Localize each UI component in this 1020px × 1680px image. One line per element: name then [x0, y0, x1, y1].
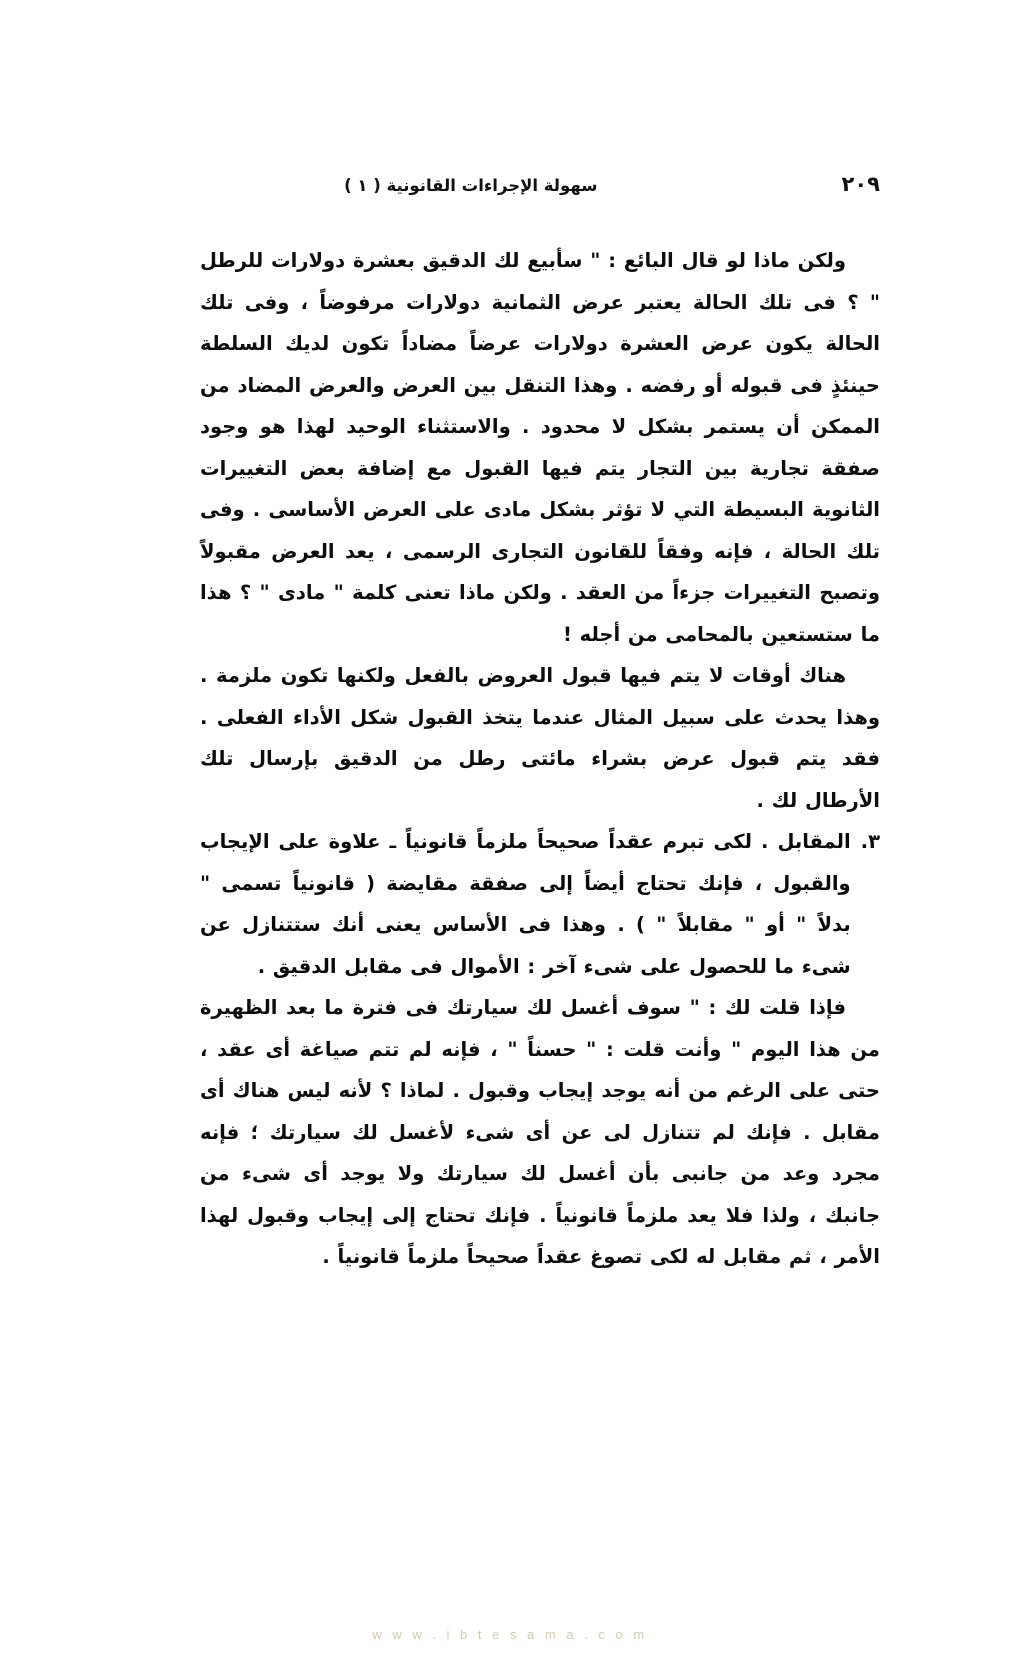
paragraph-2: هناك أوقات لا يتم فيها قبول العروض بالفعل ولكنها تكون ملزمة . وهذا يحدث على سبيل المثال عندما يتخذ القبول شكل الأداء الفعلى . فقد يتم قبول عرض بشراء مائتى رطل من الدقيق بإرسال تلك الأرطال لك .	[200, 664, 880, 812]
running-title: سهولة الإجراءات القانونية ( ١ )	[344, 176, 598, 195]
list-item-lead-in: المقابل .	[761, 830, 851, 853]
footer-watermark: w w w . i b t e s a m a . c o m	[372, 1627, 648, 1642]
list-item-text: لكى تبرم عقداً صحيحاً ملزماً قانونياً ـ علاوة على الإيجاب والقبول ، فإنك تحتاج أيضاً إلى صفقة مقايضة ( قانونياً تسمى " بدلاً " أو " مقابلاً " ) . وهذا فى الأساس يعنى أنك ستتنازل عن شىء ما للحصول على شىء آخر : الأموال فى مقابل الدقيق .	[200, 830, 851, 978]
list-item-body	[200, 821, 851, 987]
numbered-list-item	[200, 821, 880, 987]
running-head	[140, 172, 880, 202]
paragraph-3: فإذا قلت لك : " سوف أغسل لك سيارتك فى فترة ما بعد الظهيرة من هذا اليوم " وأنت قلت : " حسناً " ، فإنه لم تتم صياغة أى عقد ، حتى على الرغم من أنه يوجد إيجاب وقبول . لماذا ؟ لأنه ليس هناك أى مقابل . فإنك لم تتنازل لى عن أى شىء لأغسل لك سيارتك ؛ فإنه مجرد وعد من جانبى بأن أغسل لك سيارتك ولا يوجد أى شىء من جانبك ، ولذا فلا يعد ملزماً قانونياً . فإنك تحتاج إلى إيجاب وقبول لهذا الأمر ، ثم مقابل له لكى تصوغ عقداً صحيحاً ملزماً قانونياً .	[200, 996, 880, 1268]
list-item-number: ٣.	[860, 830, 880, 853]
paragraph-1: ولكن ماذا لو قال البائع : " سأبيع لك الدقيق بعشرة دولارات للرطل " ؟ فى تلك الحالة يعتبر عرض الثمانية دولارات مرفوضاً ، وفى تلك الحالة يكون عرض العشرة دولارات عرضاً مضاداً تكون لديك السلطة حينئذٍ فى قبوله أو رفضه . وهذا التنقل بين العرض والعرض المضاد من الممكن أن يستمر بشكل لا محدود . والاستثناء الوحيد لهذا هو وجود صفقة تجارية بين التجار يتم فيها القبول مع إضافة بعض التغييرات الثانوية البسيطة التي لا تؤثر بشكل مادى على العرض الأساسى . وفى تلك الحالة ، فإنه وفقاً للقانون التجارى الرسمى ، يعد العرض مقبولاً وتصبح التغييرات جزءاً من العقد . ولكن ماذا تعنى كلمة " مادى " ؟ هذا ما ستستعين بالمحامى من أجله !	[200, 249, 880, 646]
body-text-block	[200, 240, 880, 1278]
page-number: ٢٠٩	[841, 172, 880, 196]
